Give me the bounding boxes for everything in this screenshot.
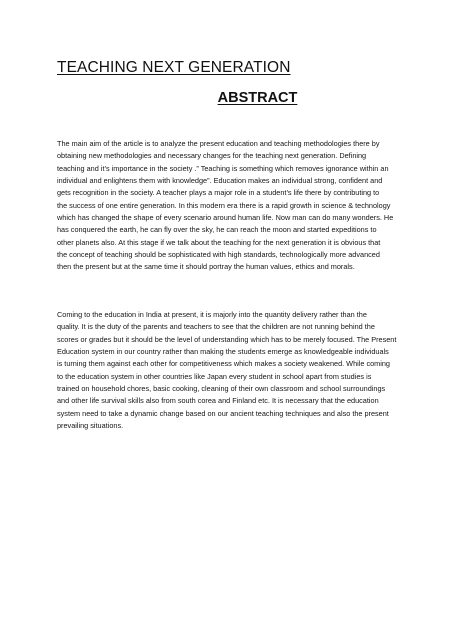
abstract-paragraph-2 (57, 309, 425, 432)
paragraph-line: Education system in our country rather than making the students emerge as knowledgeable individuals (57, 347, 389, 357)
paragraph-line: other planets also. At this stage if we talk about the teaching for the next generation it is obvious that (57, 237, 381, 247)
paragraph-line: prevailing situations. (57, 421, 124, 431)
paragraph-line: which has changed the shape of every scenario around human life. Now man can do many wonders. He (57, 213, 394, 223)
paragraph-line: scores or grades but it should be the level of understanding which has to be merely focused. The Present (57, 334, 397, 344)
paragraph-line: and other life survival skills also from south corea and Finland etc. It is necessary that the education (57, 396, 379, 406)
paragraph-line: the success of one entire generation. In this modern era there is a rapid growth in science & technology (57, 200, 391, 210)
paragraph-line: gets recognition in the society. A teacher plays a major role in a student’s life there by contributing to (57, 188, 380, 198)
paragraph-line: system need to take a dynamic change based on our ancient teaching techniques and also the present (57, 408, 389, 418)
paragraph-line: teaching and it’s importance in the society .” Teaching is something which removes ignorance within an (57, 163, 389, 173)
paragraph-line: has conquered the earth, he can fly over the sky, he can reach the moon and started expeditions to (57, 225, 377, 235)
paragraph-line: The main aim of the article is to analyze the present education and teaching methodologies there by (57, 139, 380, 148)
paragraph-line: Coming to the education in India at present, it is majorly into the quantity delivery rather than the (57, 310, 367, 319)
paragraph-line: then the present but at the same time it should portray the human values, ethics and morals. (57, 262, 355, 272)
paragraph-line: trained on household chores, basic cooking, cleaning of their own classroom and school surroundings (57, 384, 386, 394)
paragraph-line: the concept of teaching should be sophisticated with high standards, technologically more advanced (57, 250, 380, 260)
abstract-heading: ABSTRACT (217, 90, 298, 106)
paragraph-line: individual and enlightens them with knowledge”. Education makes an individual strong, confident and (57, 176, 383, 186)
paragraph-line: is turning them against each other for competitiveness which makes a society weakened. While coming (57, 359, 390, 369)
abstract-paragraph-1 (57, 138, 425, 274)
paragraph-line: obtaining new methodologies and necessary changes for the teaching next generation. Defining (57, 151, 367, 161)
paragraph-line: to the education system in other countries like Japan every student in school apart from studies is (57, 371, 372, 381)
document-title: TEACHING NEXT GENERATION (57, 59, 291, 76)
paragraph-line: quality. It is the duty of the parents and teachers to see that the children are not running behind the (57, 322, 375, 332)
